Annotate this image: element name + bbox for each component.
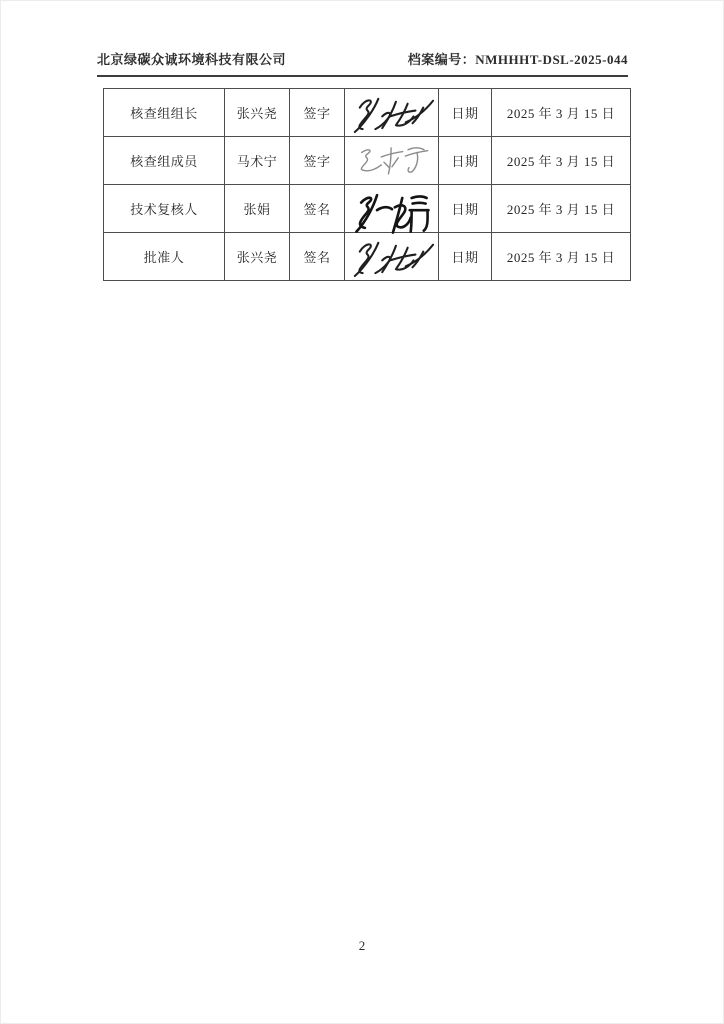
sign-label-cell: 签字 — [290, 137, 345, 185]
role-cell: 技术复核人 — [104, 185, 225, 233]
role-cell: 核查组组长 — [104, 89, 225, 137]
table-row — [104, 233, 631, 281]
signature-ma-shuning — [351, 142, 433, 179]
sign-label-cell: 签名 — [290, 233, 345, 281]
archive-number-value: NMHHHT-DSL-2025-044 — [475, 52, 628, 67]
signature-cell — [345, 89, 439, 137]
date-label-cell: 日期 — [439, 233, 492, 281]
document-header — [97, 49, 628, 77]
role-cell: 批准人 — [104, 233, 225, 281]
signature-zhang-juan — [349, 187, 435, 237]
date-cell: 2025 年 3 月 15 日 — [492, 233, 631, 281]
page-number: 2 — [358, 938, 366, 953]
date-label-cell: 日期 — [439, 137, 492, 185]
signature-cell — [345, 233, 439, 281]
name-cell: 马术宁 — [225, 137, 290, 185]
date-label-cell: 日期 — [439, 185, 492, 233]
table-row — [104, 185, 631, 233]
company-name: 北京绿碳众诚环境科技有限公司 — [97, 52, 287, 67]
name-cell: 张兴尧 — [225, 233, 290, 281]
signature-zhang-xingyao — [347, 235, 437, 278]
sign-label-cell: 签字 — [290, 89, 345, 137]
signature-zhang-xingyao — [347, 91, 437, 134]
name-cell: 张娟 — [225, 185, 290, 233]
signature-cell — [345, 137, 439, 185]
date-label-cell: 日期 — [439, 89, 492, 137]
archive-number-label: 档案编号： — [407, 52, 476, 67]
date-cell: 2025 年 3 月 15 日 — [492, 137, 631, 185]
signature-table — [103, 88, 631, 281]
table-row — [104, 137, 631, 185]
name-cell: 张兴尧 — [225, 89, 290, 137]
archive-number — [408, 49, 628, 68]
date-cell: 2025 年 3 月 15 日 — [492, 89, 631, 137]
date-cell: 2025 年 3 月 15 日 — [492, 185, 631, 233]
role-cell: 核查组成员 — [104, 137, 225, 185]
signature-cell — [345, 185, 439, 233]
sign-label-cell: 签名 — [290, 185, 345, 233]
table-row — [104, 89, 631, 137]
